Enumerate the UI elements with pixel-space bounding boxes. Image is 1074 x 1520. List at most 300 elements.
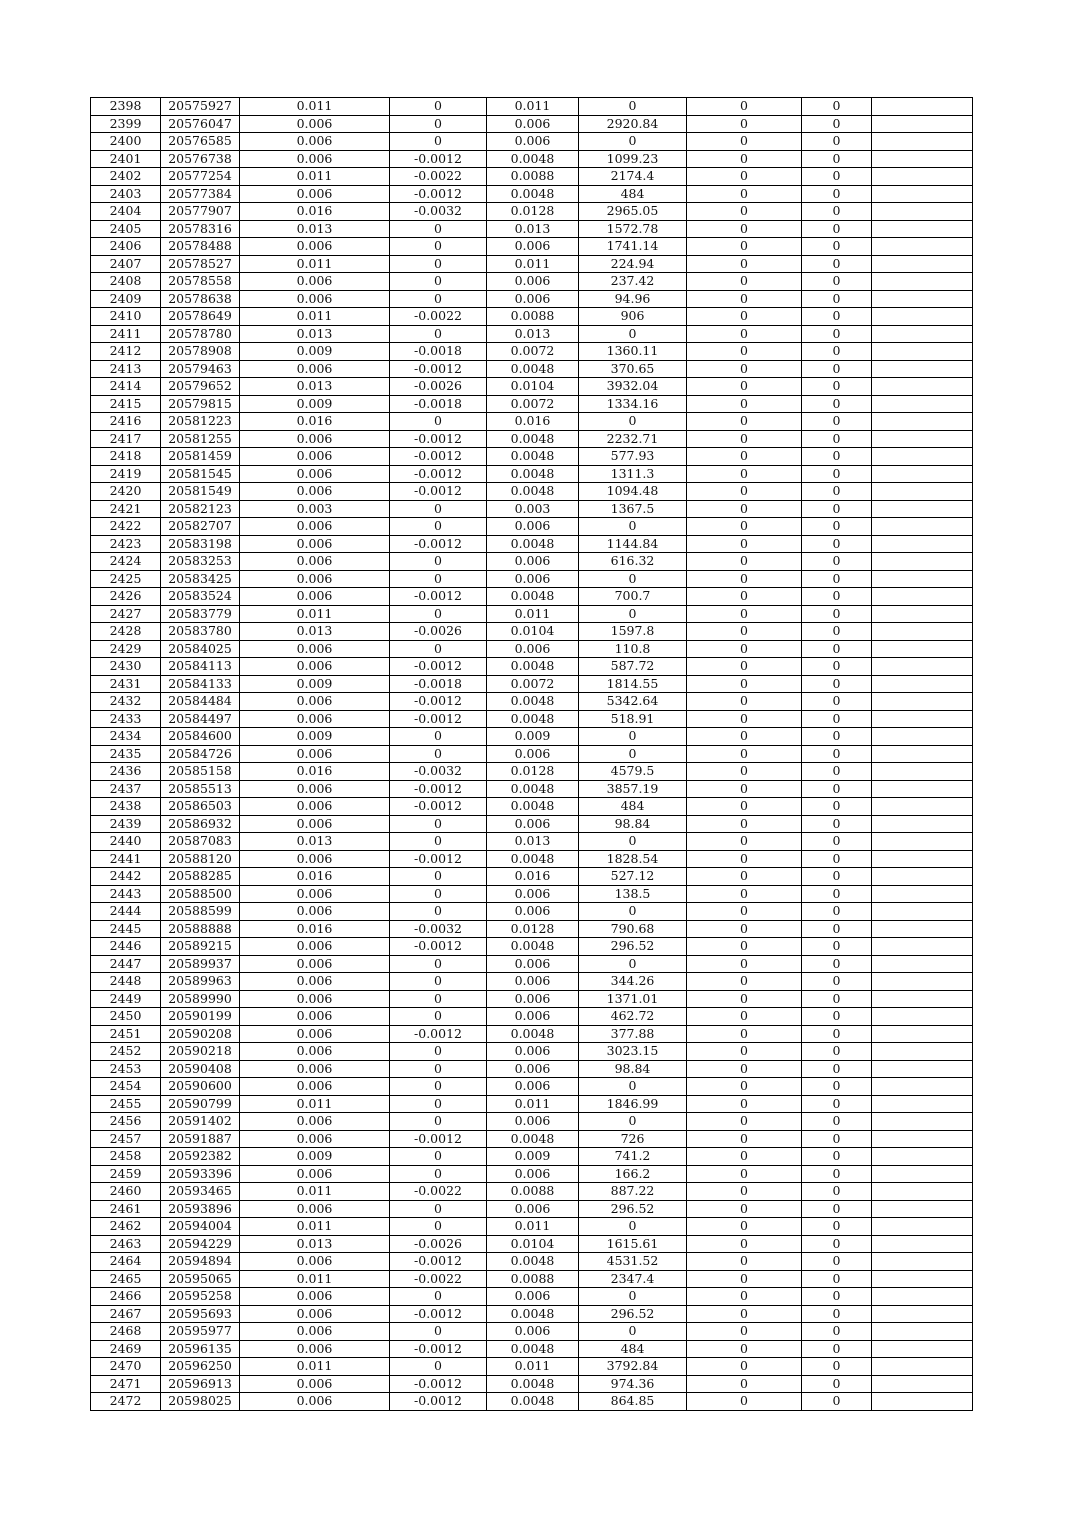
id-cell: 20576738 — [161, 150, 240, 168]
blank-cell — [872, 115, 973, 133]
value-b-cell: -0.0012 — [390, 780, 487, 798]
value-e-cell: 0 — [802, 203, 872, 221]
id-cell: 20575927 — [161, 98, 240, 116]
value-d-cell: 0 — [687, 133, 802, 151]
amount-cell: 224.94 — [579, 255, 687, 273]
amount-cell: 237.42 — [579, 273, 687, 291]
value-a-cell: 0.006 — [240, 1375, 390, 1393]
blank-cell — [872, 675, 973, 693]
value-e-cell: 0 — [802, 675, 872, 693]
value-a-cell: 0.006 — [240, 815, 390, 833]
blank-cell — [872, 255, 973, 273]
value-c-cell: 0.009 — [487, 728, 579, 746]
id-cell: 20583425 — [161, 570, 240, 588]
value-c-cell: 0.006 — [487, 990, 579, 1008]
blank-cell — [872, 938, 973, 956]
amount-cell: 2232.71 — [579, 430, 687, 448]
value-c-cell: 0.006 — [487, 955, 579, 973]
id-cell: 20593396 — [161, 1165, 240, 1183]
value-c-cell: 0.006 — [487, 1008, 579, 1026]
row-number-cell: 2463 — [91, 1235, 161, 1253]
value-c-cell: 0.006 — [487, 1043, 579, 1061]
table-row — [91, 1358, 973, 1376]
id-cell: 20584726 — [161, 745, 240, 763]
value-e-cell: 0 — [802, 588, 872, 606]
id-cell: 20577907 — [161, 203, 240, 221]
table-row — [91, 1200, 973, 1218]
id-cell: 20598025 — [161, 1393, 240, 1411]
value-a-cell: 0.006 — [240, 1008, 390, 1026]
value-a-cell: 0.006 — [240, 448, 390, 466]
table-row — [91, 745, 973, 763]
id-cell: 20581223 — [161, 413, 240, 431]
value-d-cell: 0 — [687, 938, 802, 956]
value-a-cell: 0.006 — [240, 518, 390, 536]
value-d-cell: 0 — [687, 1113, 802, 1131]
value-d-cell: 0 — [687, 780, 802, 798]
value-e-cell: 0 — [802, 605, 872, 623]
value-b-cell: 0 — [390, 640, 487, 658]
value-d-cell: 0 — [687, 798, 802, 816]
table-row — [91, 815, 973, 833]
value-c-cell: 0.016 — [487, 413, 579, 431]
amount-cell: 0 — [579, 1113, 687, 1131]
blank-cell — [872, 98, 973, 116]
value-c-cell: 0.0048 — [487, 483, 579, 501]
value-e-cell: 0 — [802, 1288, 872, 1306]
id-cell: 20589963 — [161, 973, 240, 991]
table-row — [91, 1375, 973, 1393]
value-a-cell: 0.006 — [240, 885, 390, 903]
value-e-cell: 0 — [802, 535, 872, 553]
row-number-cell: 2408 — [91, 273, 161, 291]
value-d-cell: 0 — [687, 273, 802, 291]
value-b-cell: -0.0012 — [390, 658, 487, 676]
amount-cell: 98.84 — [579, 1060, 687, 1078]
value-e-cell: 0 — [802, 1393, 872, 1411]
table-row — [91, 185, 973, 203]
value-d-cell: 0 — [687, 1340, 802, 1358]
value-b-cell: 0 — [390, 290, 487, 308]
blank-cell — [872, 780, 973, 798]
value-c-cell: 0.006 — [487, 640, 579, 658]
blank-cell — [872, 150, 973, 168]
id-cell: 20588500 — [161, 885, 240, 903]
row-number-cell: 2433 — [91, 710, 161, 728]
value-e-cell: 0 — [802, 1025, 872, 1043]
value-a-cell: 0.013 — [240, 623, 390, 641]
value-a-cell: 0.006 — [240, 973, 390, 991]
table-row — [91, 1165, 973, 1183]
id-cell: 20581545 — [161, 465, 240, 483]
value-a-cell: 0.016 — [240, 868, 390, 886]
blank-cell — [872, 990, 973, 1008]
value-b-cell: 0 — [390, 1008, 487, 1026]
value-a-cell: 0.006 — [240, 745, 390, 763]
amount-cell: 1371.01 — [579, 990, 687, 1008]
value-e-cell: 0 — [802, 710, 872, 728]
id-cell: 20594229 — [161, 1235, 240, 1253]
value-d-cell: 0 — [687, 1235, 802, 1253]
row-number-cell: 2447 — [91, 955, 161, 973]
blank-cell — [872, 343, 973, 361]
value-d-cell: 0 — [687, 1008, 802, 1026]
id-cell: 20594894 — [161, 1253, 240, 1271]
value-c-cell: 0.006 — [487, 1060, 579, 1078]
amount-cell: 377.88 — [579, 1025, 687, 1043]
value-e-cell: 0 — [802, 255, 872, 273]
id-cell: 20578780 — [161, 325, 240, 343]
value-a-cell: 0.013 — [240, 325, 390, 343]
table-row — [91, 500, 973, 518]
table-row — [91, 1270, 973, 1288]
id-cell: 20589937 — [161, 955, 240, 973]
table-row — [91, 1218, 973, 1236]
value-b-cell: 0 — [390, 518, 487, 536]
amount-cell: 741.2 — [579, 1148, 687, 1166]
value-e-cell: 0 — [802, 413, 872, 431]
row-number-cell: 2442 — [91, 868, 161, 886]
amount-cell: 296.52 — [579, 938, 687, 956]
amount-cell: 0 — [579, 1078, 687, 1096]
blank-cell — [872, 623, 973, 641]
table-row — [91, 920, 973, 938]
value-b-cell: 0 — [390, 833, 487, 851]
value-c-cell: 0.006 — [487, 745, 579, 763]
id-cell: 20590199 — [161, 1008, 240, 1026]
table-row — [91, 395, 973, 413]
value-c-cell: 0.0048 — [487, 780, 579, 798]
value-d-cell: 0 — [687, 885, 802, 903]
value-d-cell: 0 — [687, 518, 802, 536]
row-number-cell: 2399 — [91, 115, 161, 133]
row-number-cell: 2413 — [91, 360, 161, 378]
value-a-cell: 0.006 — [240, 430, 390, 448]
value-a-cell: 0.006 — [240, 1025, 390, 1043]
value-e-cell: 0 — [802, 150, 872, 168]
id-cell: 20585513 — [161, 780, 240, 798]
blank-cell — [872, 220, 973, 238]
value-d-cell: 0 — [687, 728, 802, 746]
amount-cell: 2965.05 — [579, 203, 687, 221]
row-number-cell: 2407 — [91, 255, 161, 273]
value-b-cell: -0.0022 — [390, 1270, 487, 1288]
value-b-cell: 0 — [390, 728, 487, 746]
value-e-cell: 0 — [802, 798, 872, 816]
value-b-cell: 0 — [390, 1200, 487, 1218]
table-row — [91, 308, 973, 326]
id-cell: 20596250 — [161, 1358, 240, 1376]
value-c-cell: 0.0088 — [487, 168, 579, 186]
table-row — [91, 1393, 973, 1411]
value-d-cell: 0 — [687, 465, 802, 483]
value-e-cell: 0 — [802, 903, 872, 921]
amount-cell: 0 — [579, 955, 687, 973]
id-cell: 20588285 — [161, 868, 240, 886]
row-number-cell: 2428 — [91, 623, 161, 641]
value-d-cell: 0 — [687, 1323, 802, 1341]
id-cell: 20582123 — [161, 500, 240, 518]
value-b-cell: 0 — [390, 903, 487, 921]
blank-cell — [872, 868, 973, 886]
value-a-cell: 0.006 — [240, 115, 390, 133]
value-c-cell: 0.0128 — [487, 763, 579, 781]
table-row — [91, 255, 973, 273]
value-d-cell: 0 — [687, 98, 802, 116]
value-b-cell: 0 — [390, 1358, 487, 1376]
value-e-cell: 0 — [802, 1165, 872, 1183]
value-b-cell: 0 — [390, 868, 487, 886]
row-number-cell: 2429 — [91, 640, 161, 658]
table-row — [91, 115, 973, 133]
blank-cell — [872, 1340, 973, 1358]
value-c-cell: 0.0048 — [487, 1340, 579, 1358]
value-c-cell: 0.0048 — [487, 1130, 579, 1148]
value-b-cell: 0 — [390, 990, 487, 1008]
row-number-cell: 2404 — [91, 203, 161, 221]
row-number-cell: 2431 — [91, 675, 161, 693]
value-a-cell: 0.006 — [240, 1200, 390, 1218]
amount-cell: 0 — [579, 728, 687, 746]
amount-cell: 110.8 — [579, 640, 687, 658]
value-d-cell: 0 — [687, 1375, 802, 1393]
value-e-cell: 0 — [802, 430, 872, 448]
value-e-cell: 0 — [802, 518, 872, 536]
amount-cell: 344.26 — [579, 973, 687, 991]
value-c-cell: 0.006 — [487, 1323, 579, 1341]
row-number-cell: 2427 — [91, 605, 161, 623]
table-row — [91, 605, 973, 623]
value-c-cell: 0.0048 — [487, 535, 579, 553]
value-d-cell: 0 — [687, 1165, 802, 1183]
row-number-cell: 2409 — [91, 290, 161, 308]
value-a-cell: 0.013 — [240, 833, 390, 851]
row-number-cell: 2466 — [91, 1288, 161, 1306]
table-row — [91, 553, 973, 571]
value-c-cell: 0.006 — [487, 1113, 579, 1131]
value-e-cell: 0 — [802, 133, 872, 151]
value-c-cell: 0.0048 — [487, 448, 579, 466]
amount-cell: 577.93 — [579, 448, 687, 466]
amount-cell: 1094.48 — [579, 483, 687, 501]
blank-cell — [872, 850, 973, 868]
amount-cell: 1144.84 — [579, 535, 687, 553]
value-c-cell: 0.006 — [487, 115, 579, 133]
value-a-cell: 0.006 — [240, 955, 390, 973]
table-row — [91, 570, 973, 588]
id-cell: 20581255 — [161, 430, 240, 448]
value-b-cell: -0.0012 — [390, 1025, 487, 1043]
value-c-cell: 0.011 — [487, 98, 579, 116]
id-cell: 20583198 — [161, 535, 240, 553]
value-e-cell: 0 — [802, 448, 872, 466]
value-c-cell: 0.016 — [487, 868, 579, 886]
value-a-cell: 0.011 — [240, 255, 390, 273]
value-a-cell: 0.006 — [240, 360, 390, 378]
value-e-cell: 0 — [802, 955, 872, 973]
id-cell: 20589215 — [161, 938, 240, 956]
id-cell: 20588120 — [161, 850, 240, 868]
value-c-cell: 0.0048 — [487, 588, 579, 606]
amount-cell: 1360.11 — [579, 343, 687, 361]
blank-cell — [872, 710, 973, 728]
value-a-cell: 0.013 — [240, 1235, 390, 1253]
value-c-cell: 0.0048 — [487, 710, 579, 728]
value-e-cell: 0 — [802, 728, 872, 746]
value-d-cell: 0 — [687, 290, 802, 308]
id-cell: 20586503 — [161, 798, 240, 816]
value-a-cell: 0.006 — [240, 1078, 390, 1096]
value-e-cell: 0 — [802, 553, 872, 571]
row-number-cell: 2418 — [91, 448, 161, 466]
value-c-cell: 0.006 — [487, 570, 579, 588]
table-row — [91, 780, 973, 798]
table-row — [91, 658, 973, 676]
row-number-cell: 2412 — [91, 343, 161, 361]
amount-cell: 1741.14 — [579, 238, 687, 256]
amount-cell: 0 — [579, 518, 687, 536]
blank-cell — [872, 903, 973, 921]
id-cell: 20578649 — [161, 308, 240, 326]
amount-cell: 0 — [579, 1218, 687, 1236]
value-b-cell: -0.0026 — [390, 623, 487, 641]
value-c-cell: 0.0072 — [487, 675, 579, 693]
amount-cell: 0 — [579, 833, 687, 851]
value-a-cell: 0.006 — [240, 570, 390, 588]
value-a-cell: 0.011 — [240, 1270, 390, 1288]
value-e-cell: 0 — [802, 465, 872, 483]
blank-cell — [872, 1200, 973, 1218]
value-e-cell: 0 — [802, 115, 872, 133]
value-e-cell: 0 — [802, 745, 872, 763]
value-b-cell: 0 — [390, 885, 487, 903]
value-a-cell: 0.016 — [240, 763, 390, 781]
amount-cell: 974.36 — [579, 1375, 687, 1393]
value-d-cell: 0 — [687, 553, 802, 571]
value-d-cell: 0 — [687, 168, 802, 186]
amount-cell: 1597.8 — [579, 623, 687, 641]
value-a-cell: 0.006 — [240, 273, 390, 291]
id-cell: 20588888 — [161, 920, 240, 938]
row-number-cell: 2468 — [91, 1323, 161, 1341]
value-b-cell: -0.0012 — [390, 588, 487, 606]
id-cell: 20590408 — [161, 1060, 240, 1078]
table-row — [91, 150, 973, 168]
blank-cell — [872, 1235, 973, 1253]
value-a-cell: 0.011 — [240, 1095, 390, 1113]
value-c-cell: 0.0104 — [487, 623, 579, 641]
value-c-cell: 0.013 — [487, 220, 579, 238]
value-b-cell: 0 — [390, 255, 487, 273]
value-b-cell: 0 — [390, 238, 487, 256]
value-a-cell: 0.006 — [240, 1043, 390, 1061]
value-d-cell: 0 — [687, 903, 802, 921]
blank-cell — [872, 395, 973, 413]
id-cell: 20594004 — [161, 1218, 240, 1236]
value-b-cell: 0 — [390, 973, 487, 991]
value-d-cell: 0 — [687, 430, 802, 448]
value-c-cell: 0.0048 — [487, 1253, 579, 1271]
row-number-cell: 2453 — [91, 1060, 161, 1078]
id-cell: 20584113 — [161, 658, 240, 676]
value-d-cell: 0 — [687, 815, 802, 833]
amount-cell: 3023.15 — [579, 1043, 687, 1061]
value-a-cell: 0.011 — [240, 1218, 390, 1236]
blank-cell — [872, 325, 973, 343]
row-number-cell: 2471 — [91, 1375, 161, 1393]
blank-cell — [872, 885, 973, 903]
amount-cell: 1311.3 — [579, 465, 687, 483]
amount-cell: 2347.4 — [579, 1270, 687, 1288]
value-a-cell: 0.006 — [240, 535, 390, 553]
table-body — [91, 98, 973, 1411]
amount-cell: 138.5 — [579, 885, 687, 903]
value-a-cell: 0.009 — [240, 343, 390, 361]
value-c-cell: 0.0128 — [487, 203, 579, 221]
value-c-cell: 0.006 — [487, 133, 579, 151]
blank-cell — [872, 168, 973, 186]
amount-cell: 0 — [579, 605, 687, 623]
value-c-cell: 0.0048 — [487, 658, 579, 676]
value-b-cell: -0.0012 — [390, 185, 487, 203]
row-number-cell: 2411 — [91, 325, 161, 343]
amount-cell: 484 — [579, 185, 687, 203]
table-row — [91, 990, 973, 1008]
id-cell: 20576585 — [161, 133, 240, 151]
value-e-cell: 0 — [802, 1148, 872, 1166]
amount-cell: 0 — [579, 903, 687, 921]
data-table — [90, 97, 973, 1411]
value-d-cell: 0 — [687, 990, 802, 1008]
value-d-cell: 0 — [687, 1253, 802, 1271]
table-row — [91, 518, 973, 536]
table-row — [91, 1235, 973, 1253]
value-b-cell: 0 — [390, 553, 487, 571]
row-number-cell: 2438 — [91, 798, 161, 816]
table-row — [91, 973, 973, 991]
table-row — [91, 710, 973, 728]
table-row — [91, 640, 973, 658]
row-number-cell: 2403 — [91, 185, 161, 203]
value-b-cell: -0.0022 — [390, 1183, 487, 1201]
amount-cell: 1828.54 — [579, 850, 687, 868]
row-number-cell: 2440 — [91, 833, 161, 851]
value-e-cell: 0 — [802, 920, 872, 938]
blank-cell — [872, 973, 973, 991]
value-a-cell: 0.006 — [240, 150, 390, 168]
row-number-cell: 2451 — [91, 1025, 161, 1043]
value-e-cell: 0 — [802, 500, 872, 518]
amount-cell: 2920.84 — [579, 115, 687, 133]
value-b-cell: 0 — [390, 1043, 487, 1061]
value-b-cell: 0 — [390, 745, 487, 763]
value-c-cell: 0.0128 — [487, 920, 579, 938]
value-a-cell: 0.011 — [240, 168, 390, 186]
value-d-cell: 0 — [687, 203, 802, 221]
blank-cell — [872, 360, 973, 378]
blank-cell — [872, 1253, 973, 1271]
amount-cell: 2174.4 — [579, 168, 687, 186]
id-cell: 20579463 — [161, 360, 240, 378]
value-b-cell: -0.0012 — [390, 1253, 487, 1271]
value-d-cell: 0 — [687, 745, 802, 763]
table-row — [91, 1060, 973, 1078]
row-number-cell: 2423 — [91, 535, 161, 553]
table-row — [91, 885, 973, 903]
value-a-cell: 0.006 — [240, 990, 390, 1008]
row-number-cell: 2461 — [91, 1200, 161, 1218]
value-a-cell: 0.006 — [240, 938, 390, 956]
